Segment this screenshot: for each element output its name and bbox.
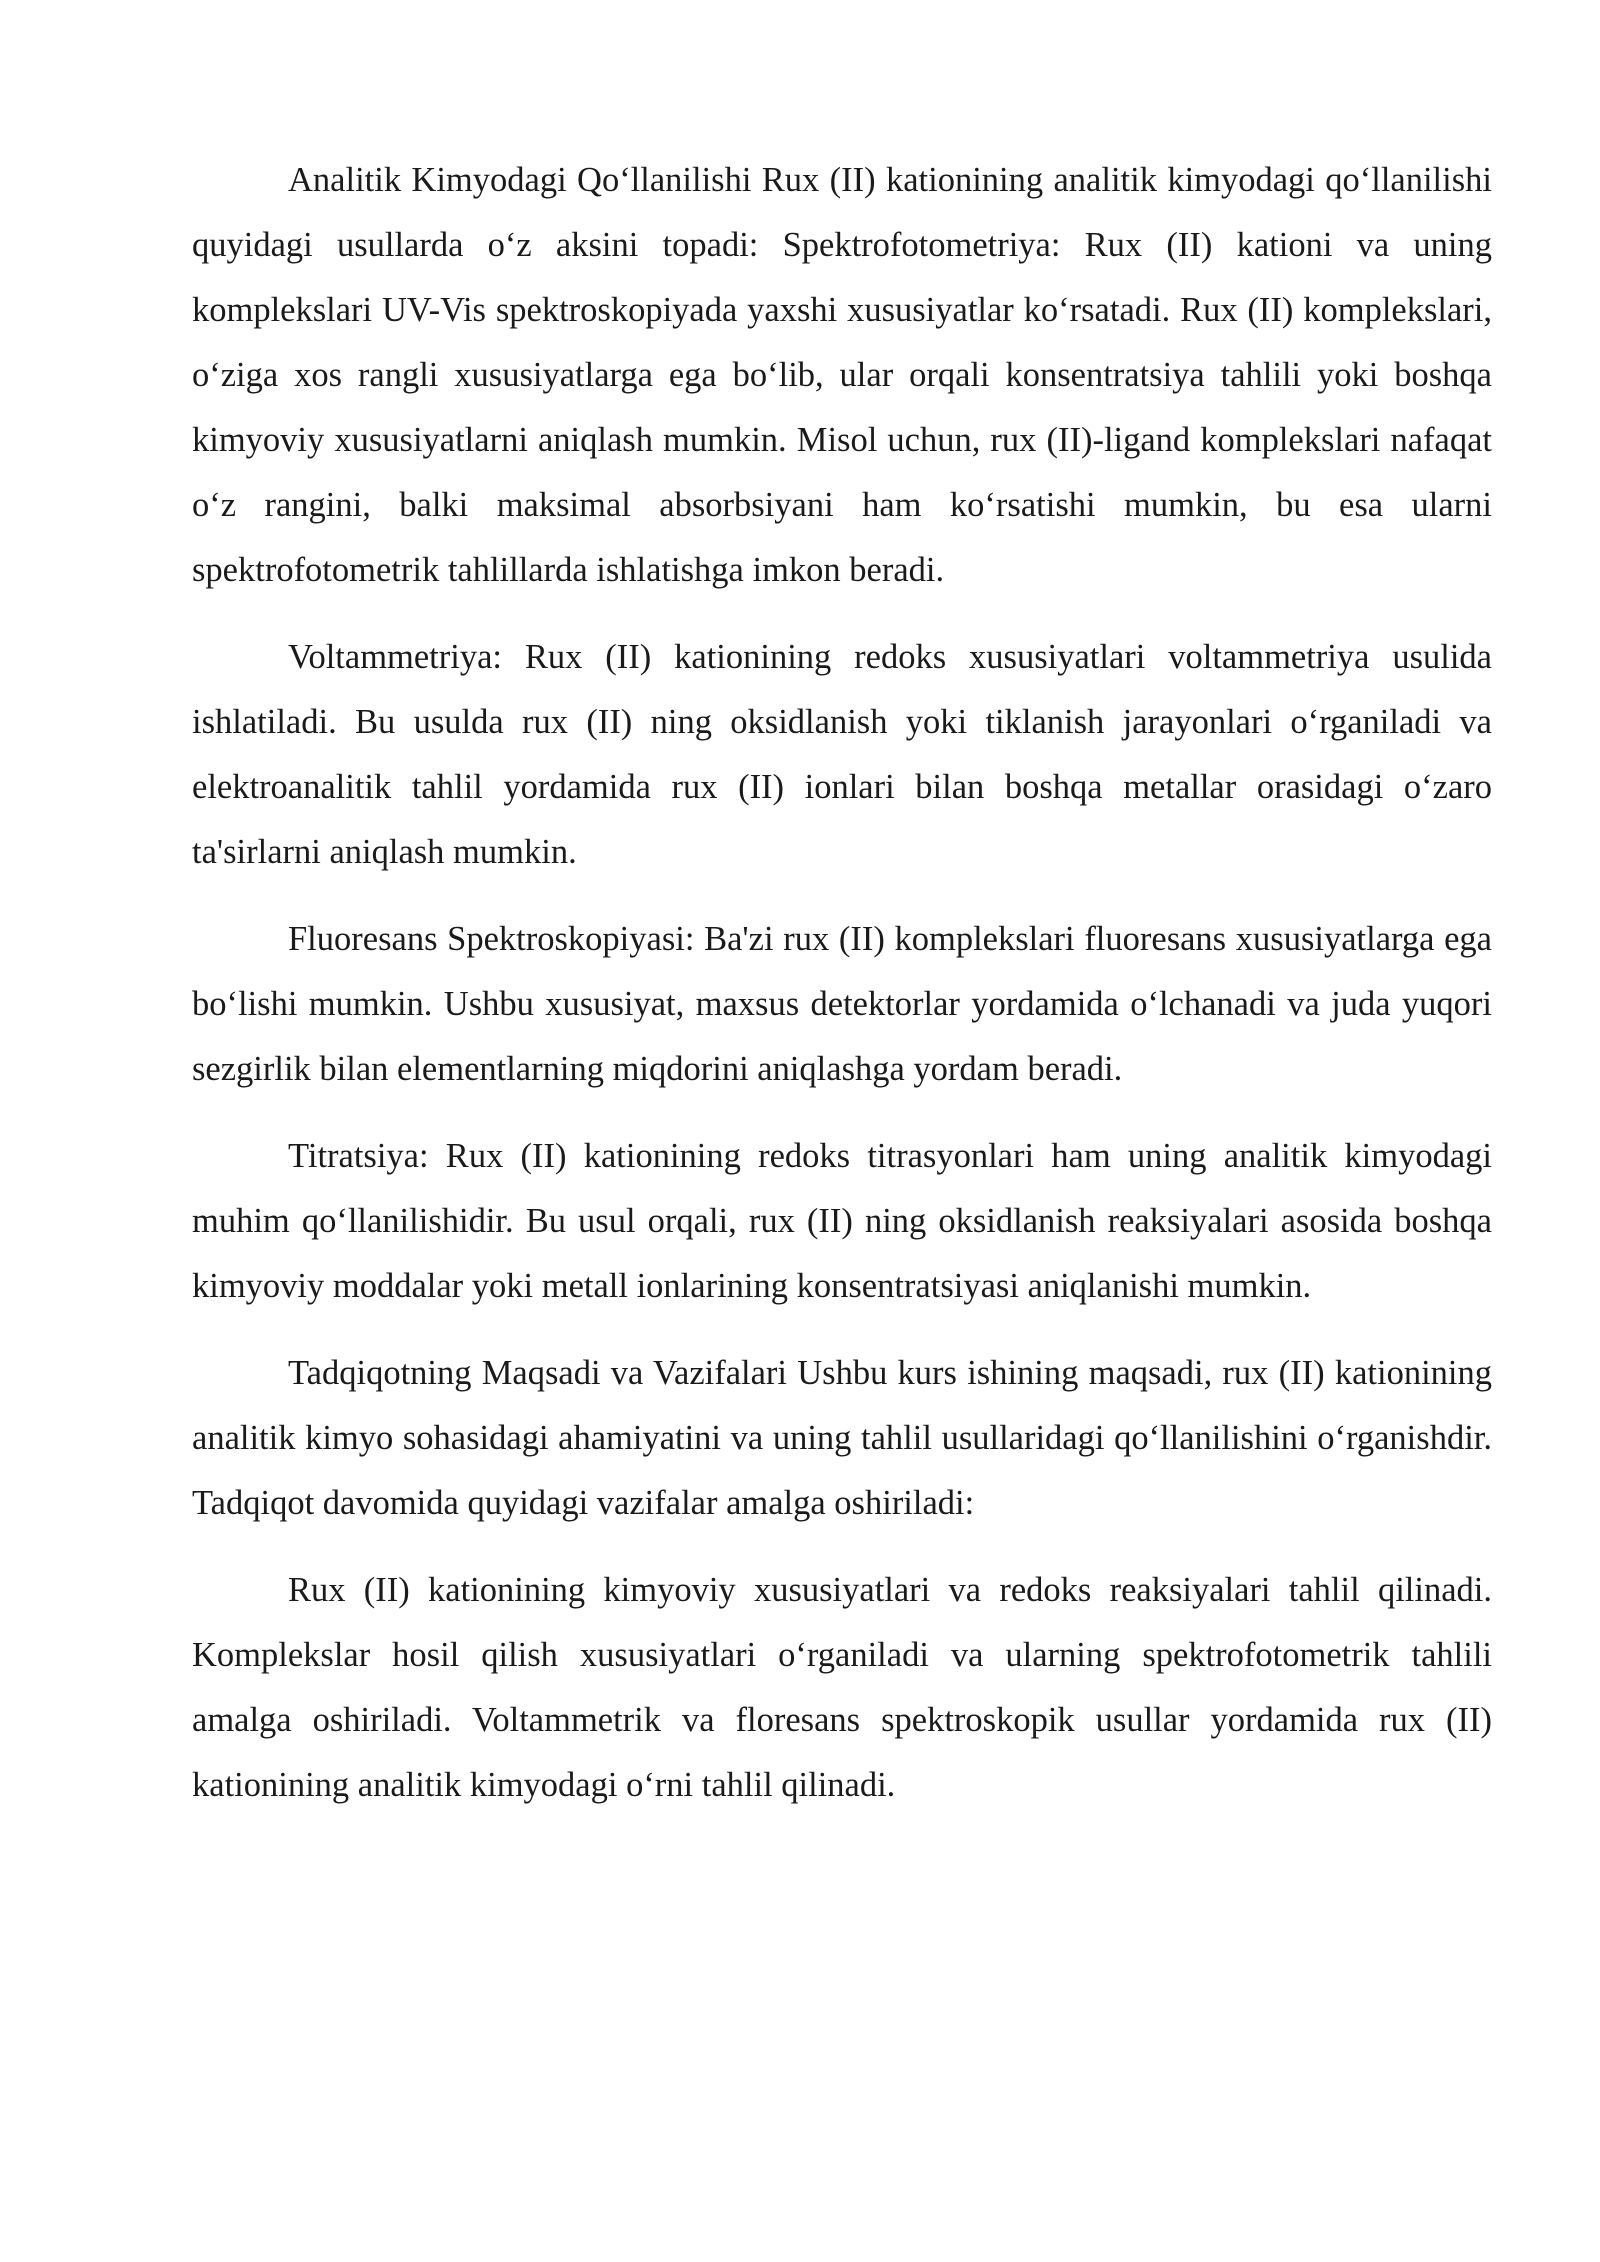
document-body xyxy=(192,148,1492,1840)
paragraph-titration: Titratsiya: Rux (II) kationining redoks titrasyonlari ham uning analitik kimyodagi muhim qoʻllanilishidir. Bu usul orqali, rux (II) ning oksidlanish reaksiyalari asosida boshqa kimyoviy moddalar yoki metall ionlarining konsentratsiyasi aniqlanishi mumkin. xyxy=(192,1137,1492,1305)
paragraph-research-tasks: Rux (II) kationining kimyoviy xususiyatlari va redoks reaksiyalari tahlil qilinadi. Komplekslar hosil qilish xususiyatlari oʻrganiladi va ularning spektrofotometrik tahlili amalga oshiriladi. Voltammetrik va floresans spektroskopik usullar yordamida rux (II) kationining analitik kimyodagi oʻrni tahlil qilinadi. xyxy=(192,1571,1492,1804)
paragraph-analytical-applications: Analitik Kimyodagi Qoʻllanilishi Rux (II) kationining analitik kimyodagi qoʻllanilishi quyidagi usullarda oʻz aksini topadi: Spektrofotometriya: Rux (II) kationi va uning komplekslari UV-Vis spektroskopiyada yaxshi xususiyatlar koʻrsatadi. Rux (II) komplekslari, oʻziga xos rangli xususiyatlarga ega boʻlib, ular orqali konsentratsiya tahlili yoki boshqa kimyoviy xususiyatlarni aniqlash mumkin. Misol uchun, rux (II)-ligand komplekslari nafaqat oʻz rangini, balki maksimal absorbsiyani ham koʻrsatishi mumkin, bu esa ularni spektrofotometrik tahlillarda ishlatishga imkon beradi. xyxy=(192,161,1492,589)
paragraph-voltammetry: Voltammetriya: Rux (II) kationining redoks xususiyatlari voltammetriya usulida ishlatiladi. Bu usulda rux (II) ning oksidlanish yoki tiklanish jarayonlari oʻrganiladi va elektroanalitik tahlil yordamida rux (II) ionlari bilan boshqa metallar orasidagi oʻzaro ta'sirlarni aniqlash mumkin. xyxy=(192,638,1492,871)
paragraph-research-goals: Tadqiqotning Maqsadi va Vazifalari Ushbu kurs ishining maqsadi, rux (II) kationining analitik kimyo sohasidagi ahamiyatini va uning tahlil usullaridagi qoʻllanilishini oʻrganishdir. Tadqiqot davomida quyidagi vazifalar amalga oshiriladi: xyxy=(192,1354,1492,1522)
paragraph-fluorescence: Fluoresans Spektroskopiyasi: Ba'zi rux (II) komplekslari fluoresans xususiyatlarga ega boʻlishi mumkin. Ushbu xususiyat, maxsus detektorlar yordamida oʻlchanadi va juda yuqori sezgirlik bilan elementlarning miqdorini aniqlashga yordam beradi. xyxy=(192,920,1492,1088)
